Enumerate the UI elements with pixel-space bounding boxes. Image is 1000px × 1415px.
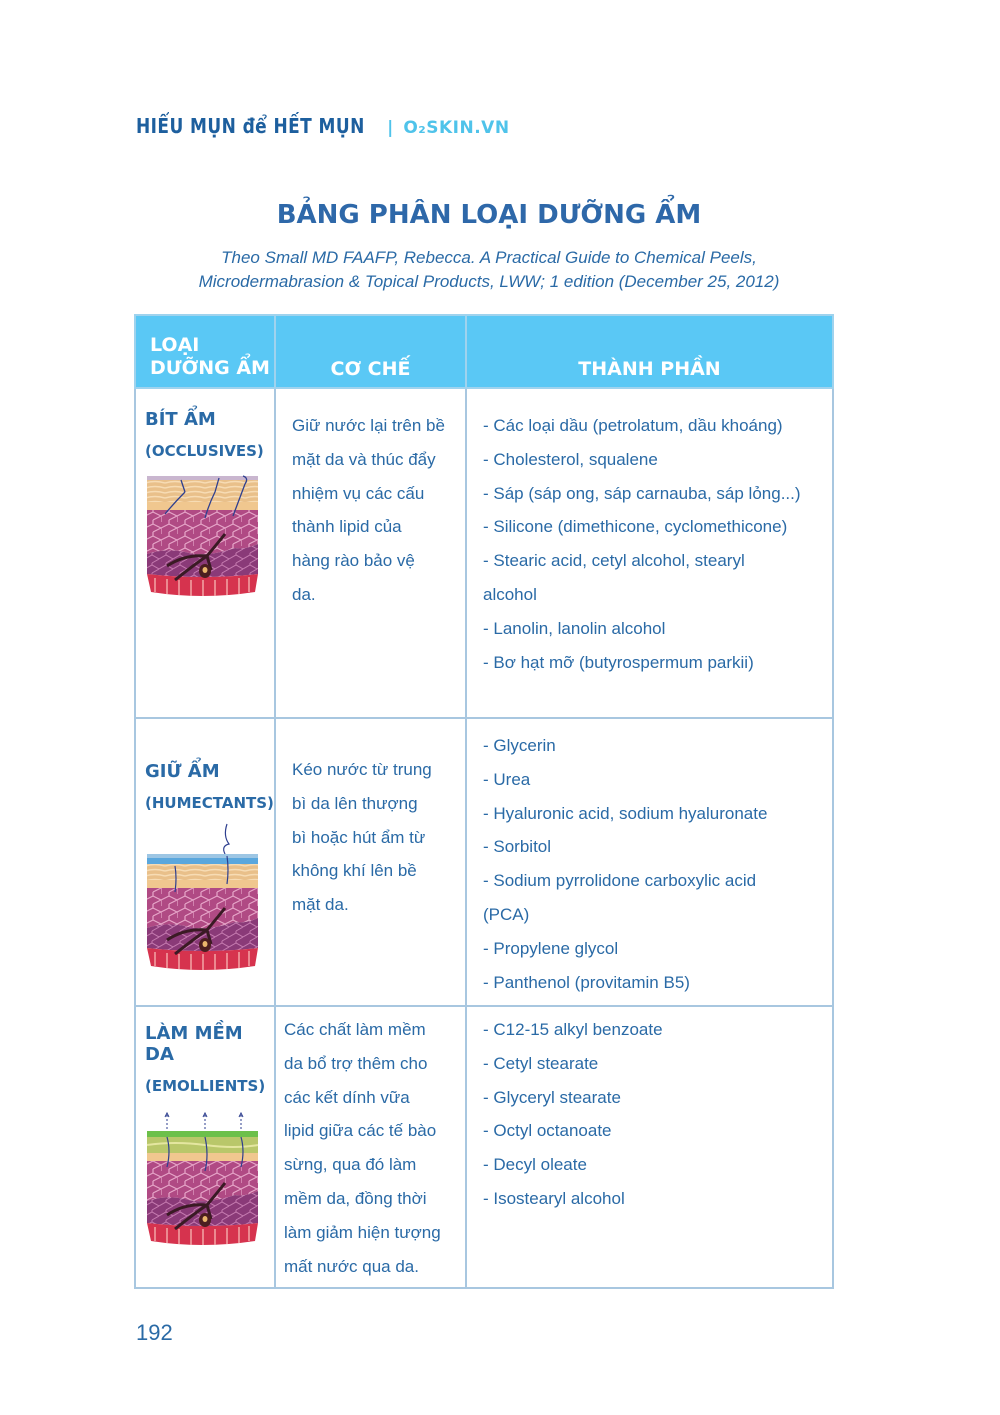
type-cell bbox=[135, 718, 275, 1006]
type-name: BÍT ẨM bbox=[145, 409, 216, 430]
header-mechanism: CƠ CHẾ bbox=[275, 315, 466, 388]
list-item: (PCA) bbox=[483, 904, 530, 924]
mechanism-cell bbox=[275, 1006, 466, 1288]
running-header bbox=[136, 114, 510, 138]
ingredients-cell bbox=[466, 388, 833, 718]
table-row-occlusives bbox=[135, 388, 833, 718]
occlusive-skin-illustration bbox=[145, 474, 260, 599]
type-english: (HUMECTANTS) bbox=[145, 794, 274, 812]
type-english: (OCCLUSIVES) bbox=[145, 442, 264, 460]
list-item: - C12-15 alkyl benzoate bbox=[483, 1020, 663, 1039]
list-item: - Stearic acid, cetyl alcohol, stearyl bbox=[483, 551, 745, 571]
list-item: - Lanolin, lanolin alcohol bbox=[483, 618, 666, 638]
list-item: alcohol bbox=[483, 584, 537, 604]
list-item: - Cholesterol, squalene bbox=[483, 449, 658, 469]
ingredients-list bbox=[483, 1013, 828, 1216]
list-item: - Propylene glycol bbox=[483, 938, 619, 958]
page-title: BẢNG PHÂN LOẠI DƯỠNG ẨM bbox=[276, 200, 702, 230]
type-name: GIỮ ẨM bbox=[145, 761, 220, 782]
mechanism-text: Các chất làm mềm da bổ trợ thêm cho các kết dính vữa lipid giữa các tế bào sừng, qua đó làm mềm da, đồng thời làm giảm hiện tượng mất nước qua da. bbox=[284, 1020, 441, 1276]
table-row-humectants bbox=[135, 718, 833, 1006]
mechanism-cell bbox=[275, 388, 466, 718]
mechanism-text: Giữ nước lại trên bề mặt da và thúc đẩy nhiệm vụ các cấu thành lipid của hàng rào bảo vệ da. bbox=[292, 416, 445, 604]
header-ingredients: THÀNH PHẦN bbox=[466, 315, 833, 388]
list-item: - Decyl oleate bbox=[483, 1155, 587, 1175]
list-item: - Sorbitol bbox=[483, 837, 552, 857]
mechanism-text: Kéo nước từ trung bì da lên thượng bì hoặc hút ẩm từ không khí lên bề mặt da. bbox=[292, 760, 432, 915]
page-number: 192 bbox=[136, 1320, 173, 1345]
list-item: - Sodium pyrrolidone carboxylic acid bbox=[483, 871, 757, 891]
citation bbox=[0, 246, 978, 294]
humectant-skin-illustration bbox=[145, 822, 260, 972]
list-item: - Panthenol (provitamin B5) bbox=[483, 972, 690, 992]
table-row-emollients bbox=[135, 1006, 833, 1288]
list-item: - Bơ hạt mỡ (butyrospermum parkii) bbox=[483, 652, 754, 672]
list-item: - Silicone (dimethicone, cyclomethicone) bbox=[483, 517, 788, 537]
list-item: - Cetyl stearate bbox=[483, 1053, 599, 1073]
header-separator: | bbox=[387, 118, 394, 138]
mechanism-cell bbox=[275, 718, 466, 1006]
book-brand: HIỂU MỤN để HẾT MỤN bbox=[136, 114, 365, 138]
ingredients-cell bbox=[466, 1006, 833, 1288]
type-english: (EMOLLIENTS) bbox=[145, 1077, 266, 1095]
citation-line-1: Theo Small MD FAAFP, Rebecca. A Practical Guide to Chemical Peels, bbox=[221, 248, 757, 267]
ingredients-cell bbox=[466, 718, 833, 1006]
list-item: - Urea bbox=[483, 769, 531, 789]
ingredients-list bbox=[483, 409, 828, 679]
ingredients-list bbox=[483, 729, 828, 999]
list-item: - Các loại dầu (petrolatum, dầu khoáng) bbox=[483, 416, 783, 435]
list-item: - Glyceryl stearate bbox=[483, 1087, 621, 1107]
site-link[interactable]: O₂SKIN.VN bbox=[403, 118, 510, 138]
table-header-row bbox=[135, 315, 833, 388]
emollient-skin-illustration bbox=[145, 1111, 260, 1251]
header-type: LOẠI DƯỠNG ẨM bbox=[135, 315, 275, 388]
type-cell bbox=[135, 388, 275, 718]
list-item: - Isostearyl alcohol bbox=[483, 1188, 625, 1208]
list-item: - Hyaluronic acid, sodium hyaluronate bbox=[483, 803, 768, 823]
list-item: - Sáp (sáp ong, sáp carnauba, sáp lỏng...) bbox=[483, 483, 801, 503]
type-cell bbox=[135, 1006, 275, 1288]
moisturizer-table bbox=[134, 314, 834, 1289]
type-name: LÀM MỀM DA bbox=[145, 1023, 243, 1065]
citation-line-2: Microdermabrasion & Topical Products, LWW; 1 edition (December 25, 2012) bbox=[198, 272, 780, 291]
list-item: - Glycerin bbox=[483, 736, 556, 755]
list-item: - Octyl octanoate bbox=[483, 1121, 612, 1141]
